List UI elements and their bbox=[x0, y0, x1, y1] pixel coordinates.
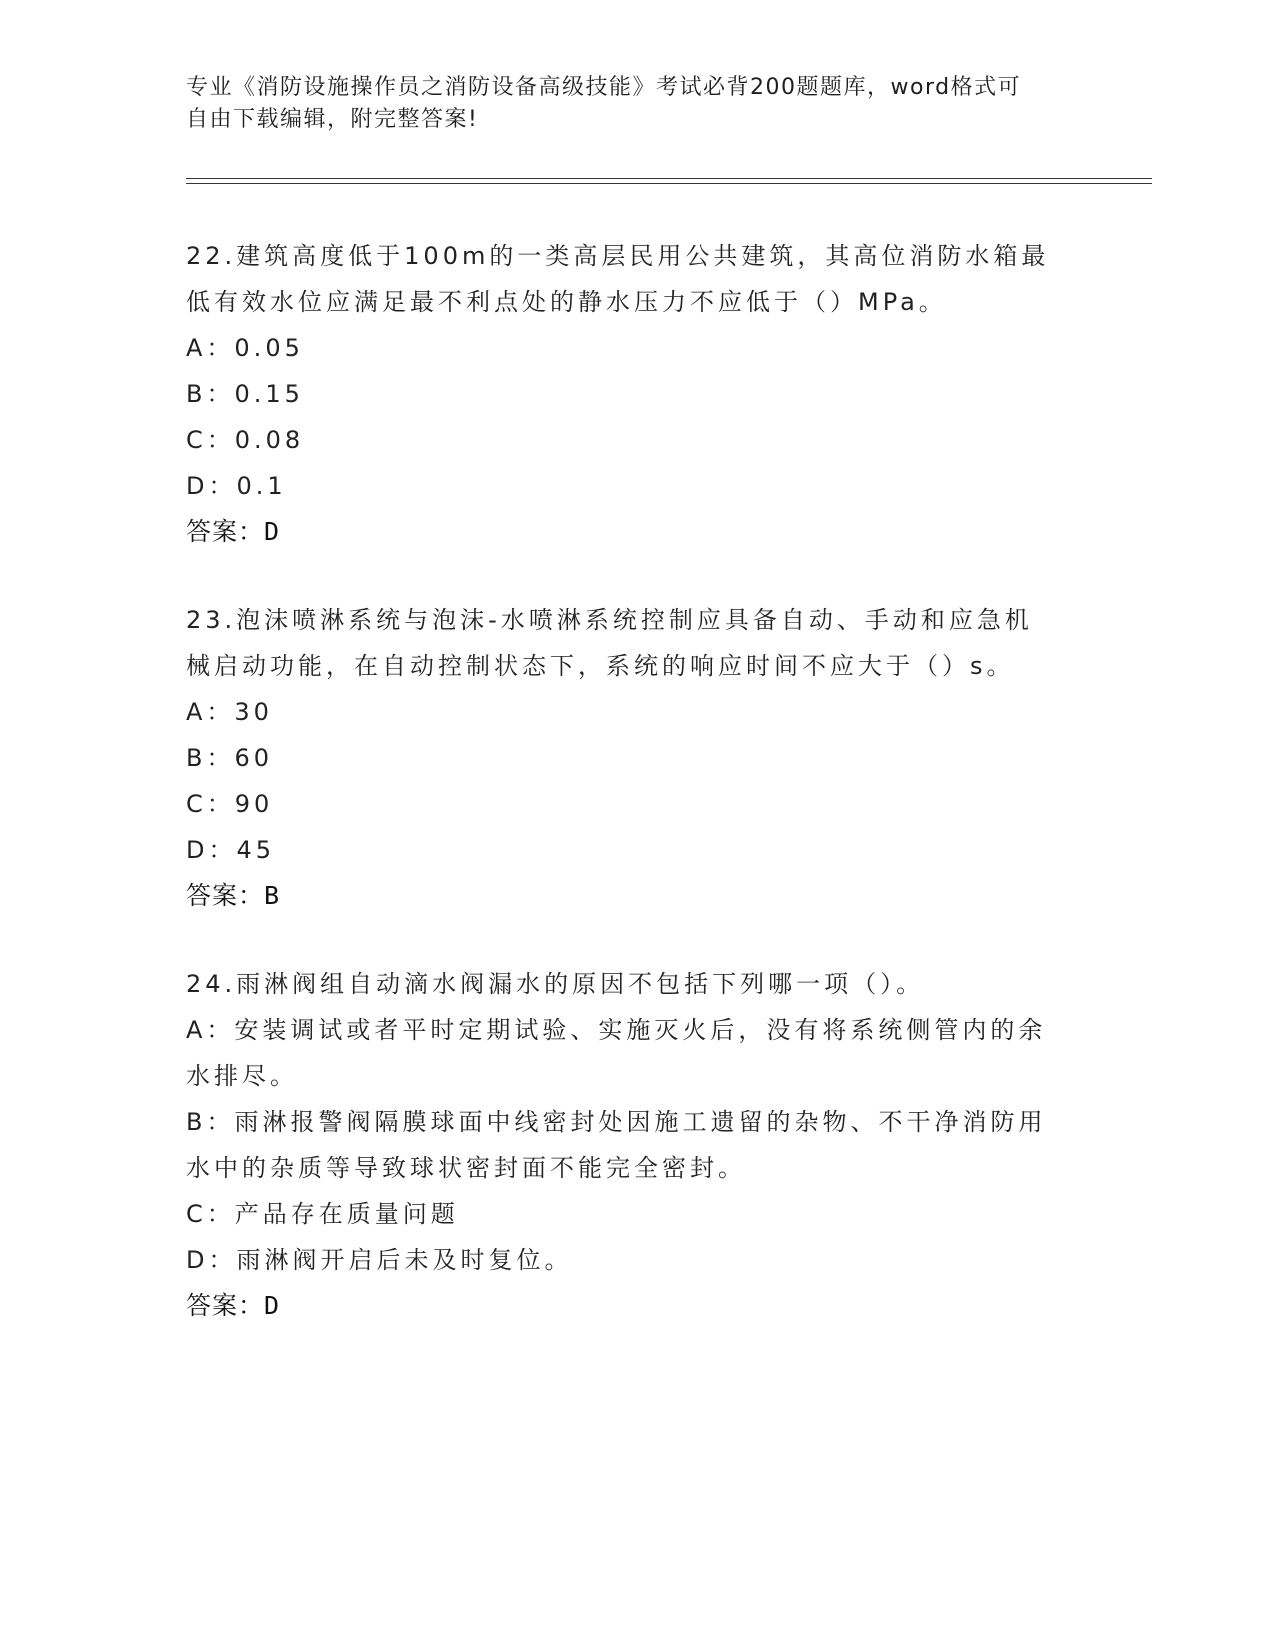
option-d: D：45 bbox=[186, 836, 276, 864]
option-a-line-2: 水排尽。 bbox=[186, 1062, 298, 1090]
answer-line bbox=[186, 1283, 1086, 1329]
option-b: B：60 bbox=[186, 744, 274, 772]
option-c: C：90 bbox=[186, 790, 274, 818]
option-a: A：30 bbox=[186, 698, 273, 726]
option-c: C：0.08 bbox=[186, 426, 305, 454]
question-stem-line-1: 24.雨淋阀组自动滴水阀漏水的原因不包括下列哪一项（）。 bbox=[186, 970, 925, 998]
question-list bbox=[186, 233, 1086, 1371]
answer-value: B bbox=[264, 881, 281, 910]
answer-line bbox=[186, 509, 1086, 555]
question-stem-line-1: 23.泡沫喷淋系统与泡沫-水喷淋系统控制应具备自动、手动和应急机 bbox=[186, 606, 1033, 634]
question-stem-line-2: 低有效水位应满足最不利点处的静水压力不应低于（）MPa。 bbox=[186, 288, 947, 316]
answer-label: 答案： bbox=[186, 1291, 265, 1320]
answer-value: D bbox=[264, 1291, 281, 1320]
option-d: D：雨淋阀开启后未及时复位。 bbox=[186, 1246, 573, 1274]
answer-line bbox=[186, 873, 1086, 919]
header-line-2: 自由下载编辑，附完整答案! bbox=[186, 107, 479, 132]
question-stem-line-1: 22.建筑高度低于100m的一类高层民用公共建筑，其高位消防水箱最 bbox=[186, 242, 1050, 270]
option-b-line-2: 水中的杂质等导致球状密封面不能完全密封。 bbox=[186, 1154, 746, 1182]
answer-label: 答案： bbox=[186, 517, 265, 546]
option-a-line-1: A：安装调试或者平时定期试验、实施灭火后，没有将系统侧管内的余 bbox=[186, 1016, 1047, 1044]
question-stem-line-2: 械启动功能，在自动控制状态下，系统的响应时间不应大于（）s。 bbox=[186, 652, 1015, 680]
option-b: B：0.15 bbox=[186, 380, 304, 408]
option-b-line-1: B：雨淋报警阀隔膜球面中线密封处因施工遗留的杂物、不干净消防用 bbox=[186, 1108, 1047, 1136]
header-line-1: 专业《消防设施操作员之消防设备高级技能》考试必背200题题库，word格式可 bbox=[186, 75, 1022, 100]
answer-value: D bbox=[264, 517, 281, 546]
option-d: D：0.1 bbox=[186, 472, 287, 500]
question-22 bbox=[186, 233, 1086, 555]
option-c: C：产品存在质量问题 bbox=[186, 1200, 459, 1228]
header-divider-top bbox=[186, 178, 1152, 179]
question-23 bbox=[186, 597, 1086, 919]
answer-label: 答案： bbox=[186, 881, 265, 910]
document-header bbox=[186, 72, 1086, 136]
question-24 bbox=[186, 961, 1086, 1329]
header-divider-bottom bbox=[186, 183, 1152, 184]
option-a: A：0.05 bbox=[186, 334, 304, 362]
